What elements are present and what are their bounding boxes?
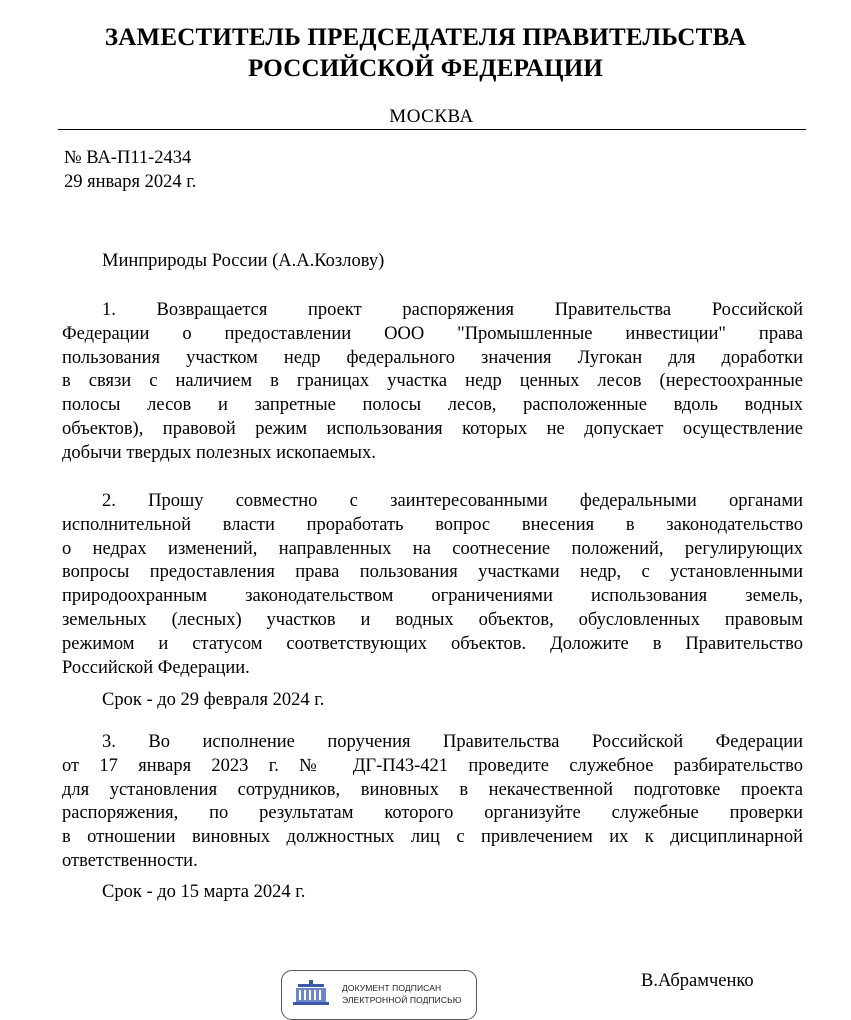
title-line-2: РОССИЙСКОЙ ФЕДЕРАЦИИ xyxy=(247,55,604,82)
paragraph-line: земельных (лесных) участков и водных объектов, обусловленных правовым xyxy=(62,609,803,630)
paragraph-line: от 17 января 2023 г. № ДГ-П43-421 проведите служебное разбирательство xyxy=(62,755,803,776)
paragraph-line: для установления сотрудников, виновных в некачественной подготовке проекта xyxy=(62,779,803,800)
stamp-line-2: ЭЛЕКТРОННОЙ ПОДПИСЬЮ xyxy=(342,995,462,1005)
city-label: МОСКВА xyxy=(389,106,474,127)
header-divider xyxy=(58,129,806,130)
paragraph-line: о недрах изменений, направленных на соотнесение положений, регулирующих xyxy=(62,538,803,559)
paragraph-2 xyxy=(62,490,803,680)
paragraph-line: полосы лесов и запретные полосы лесов, расположенные вдоль водных xyxy=(62,395,803,416)
paragraph-line: пользования участком недр федерального значения Лугокан для доработки xyxy=(62,347,803,368)
document-reference xyxy=(64,146,196,194)
paragraph-line: в отношении виновных должностных лиц с привлечением их к дисциплинарной xyxy=(62,827,803,848)
paragraph-line: 3. Во исполнение поручения Правительства Российской Федерации xyxy=(102,732,803,752)
paragraph-3 xyxy=(62,731,803,874)
document-number: № ВА-П11-2434 xyxy=(64,148,192,168)
paragraph-line: в связи с наличием в границах участка недр ценных лесов (нерестоохранные xyxy=(62,371,803,392)
document-header xyxy=(0,22,851,84)
paragraph-line: Федерации о предоставлении ООО "Промышленные инвестиции" права xyxy=(62,323,803,344)
paragraph-line: вопросы предоставления права пользования участками недр, с установленными xyxy=(62,562,803,583)
title-line-1: ЗАМЕСТИТЕЛЬ ПРЕДСЕДАТЕЛЯ ПРАВИТЕЛЬСТВА xyxy=(104,24,747,51)
electronic-signature-stamp xyxy=(281,970,477,1020)
government-building-icon xyxy=(290,980,332,1010)
signer-name: В.Абрамченко xyxy=(641,971,754,991)
paragraph-1 xyxy=(62,299,803,466)
paragraph-line: ответственности. xyxy=(62,850,198,871)
paragraph-line: 2. Прошу совместно с заинтересованными федеральными органами xyxy=(102,491,803,511)
paragraph-line: 1. Возвращается проект распоряжения Правительства Российской xyxy=(102,300,803,320)
paragraph-line: исполнительной власти проработать вопрос внесения в законодательство xyxy=(62,514,803,535)
addressee: Минприроды России (А.А.Козлову) xyxy=(102,251,385,271)
paragraph-line: Российской Федерации. xyxy=(62,657,250,678)
stamp-text xyxy=(342,982,462,1006)
deadline-3: Срок - до 15 марта 2024 г. xyxy=(102,882,306,902)
paragraph-line: природоохранным законодательством ограничениями использования земель, xyxy=(62,586,803,607)
paragraph-line: распоряжения, по результатам которого организуйте служебные проверки xyxy=(62,803,803,824)
document-date: 29 января 2024 г. xyxy=(64,172,197,192)
stamp-line-1: ДОКУМЕНТ ПОДПИСАН xyxy=(342,983,442,993)
deadline-2: Срок - до 29 февраля 2024 г. xyxy=(102,690,325,710)
paragraph-line: режимом и статусом соответствующих объектов. Доложите в Правительство xyxy=(62,633,803,654)
paragraph-line: объектов), правовой режим использования которых не допускает осуществление xyxy=(62,418,803,439)
paragraph-line: добычи твердых полезных ископаемых. xyxy=(62,442,376,463)
